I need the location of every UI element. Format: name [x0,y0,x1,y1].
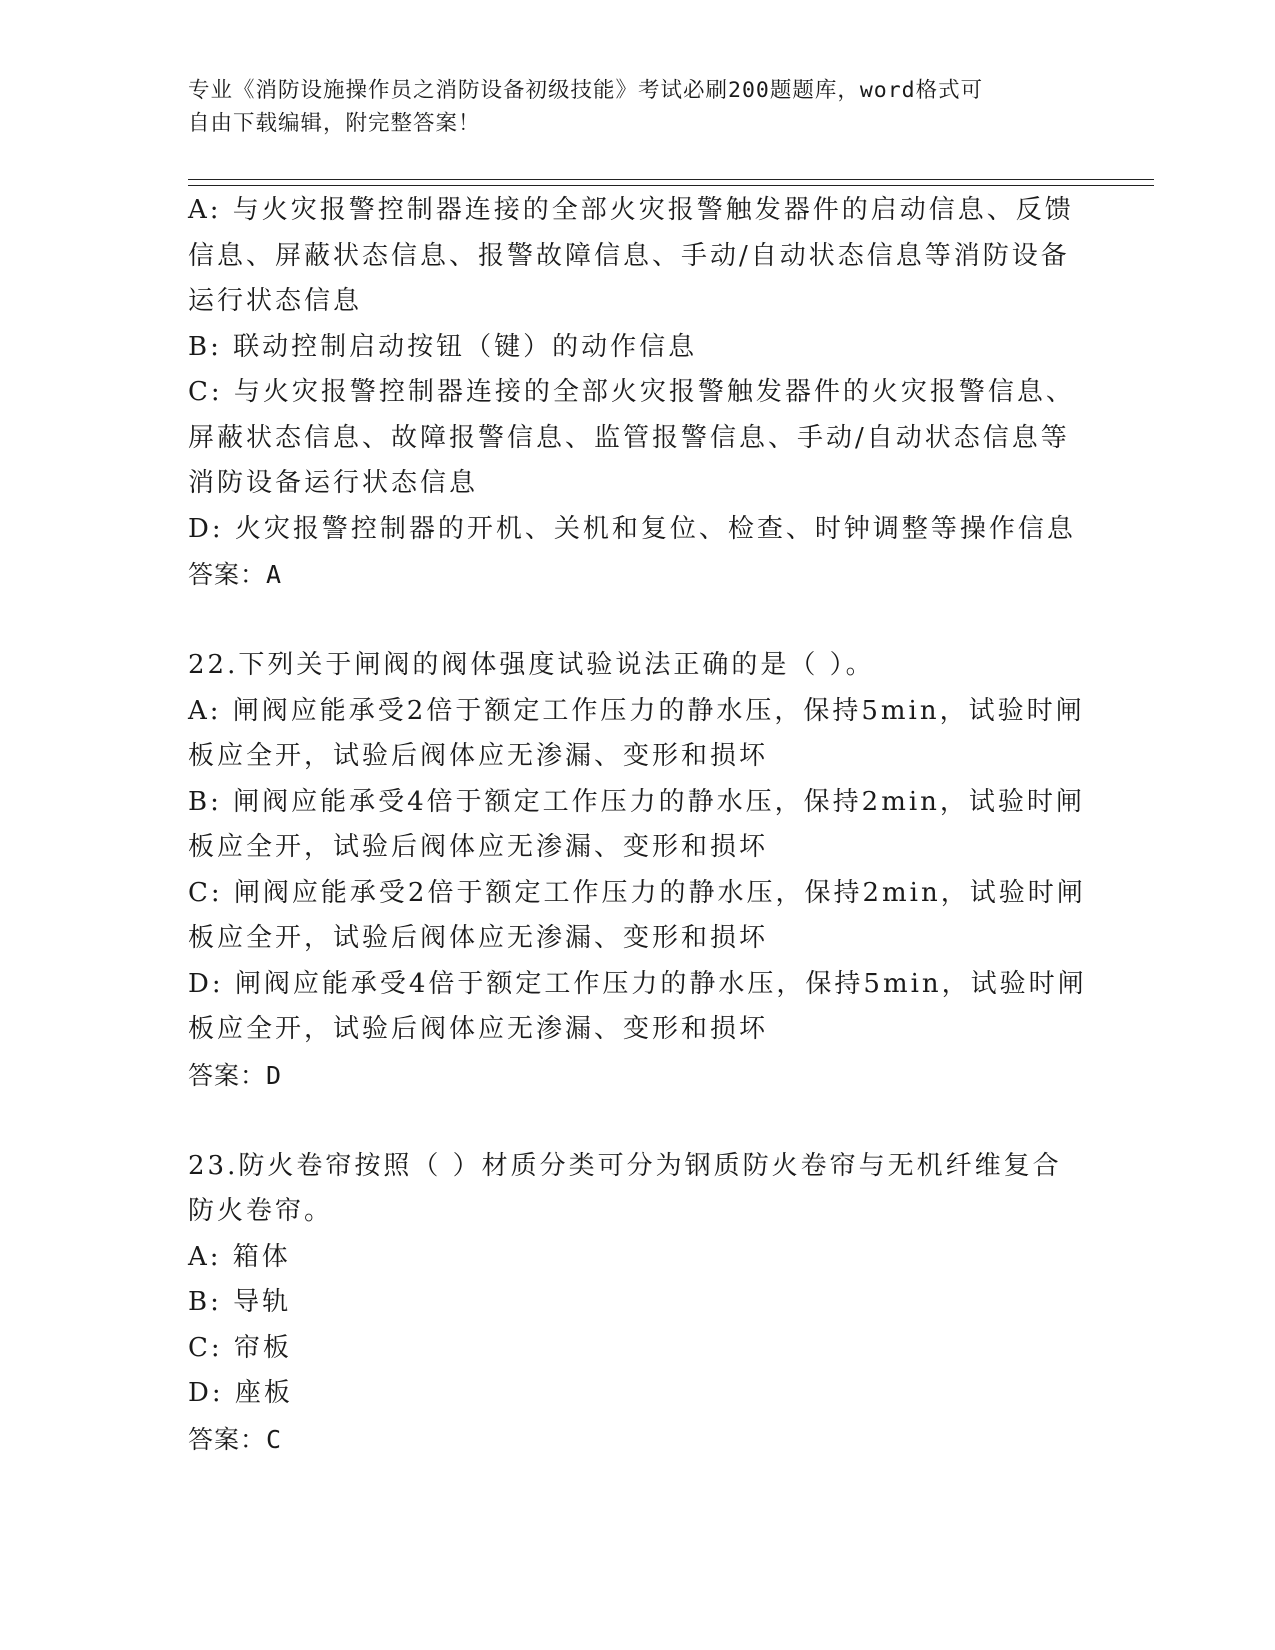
option-d-line: D: 座板 [188,1378,293,1408]
option-c-line: 消防设备运行状态信息 [188,468,479,498]
option-b-line: 板应全开，试验后阀体应无渗漏、变形和损坏 [188,832,769,862]
option-b-line: B: 闸阀应能承受4倍于额定工作压力的静水压，保持2min，试验时闸 [188,786,1085,817]
header-rule-top [188,179,1154,180]
option-b-line: B: 联动控制启动按钮（键）的动作信息 [188,331,698,362]
option-d-line: 板应全开，试验后阀体应无渗漏、变形和损坏 [188,1014,769,1044]
question-22-block [188,643,1088,1098]
option-c-line: C: 闸阀应能承受2倍于额定工作压力的静水压，保持2min，试验时闸 [188,877,1086,908]
option-d-line: D: 闸阀应能承受4倍于额定工作压力的静水压，保持5min，试验时闸 [188,968,1087,999]
question-stem: 22.下列关于闸阀的阀体强度试验说法正确的是（ ）。 [188,650,875,680]
answer-line: 答案：A [188,560,283,589]
option-c-line: 屏蔽状态信息、故障报警信息、监管报警信息、手动/自动状态信息等 [188,422,1070,453]
option-a-line: 运行状态信息 [188,286,363,316]
option-d-line: D: 火灾报警控制器的开机、关机和复位、检查、时钟调整等操作信息 [188,513,1076,544]
option-a-line: A: 闸阀应能承受2倍于额定工作压力的静水压，保持5min，试验时闸 [188,695,1085,726]
option-c-line: C: 与火灾报警控制器连接的全部火灾报警触发器件的火灾报警信息、 [188,377,1075,407]
question-23-block [188,1144,1088,1463]
option-b-line: B: 导轨 [188,1287,292,1317]
header-line-1: 专业《消防设施操作员之消防设备初级技能》考试必刷200题题库，word格式可 [188,78,984,103]
header-line-2: 自由下载编辑，附完整答案！ [188,111,481,136]
document-header [188,74,1068,140]
header-rule-bottom [188,185,1154,186]
option-a-line: 信息、屏蔽状态信息、报警故障信息、手动/自动状态信息等消防设备 [188,240,1070,271]
document-body [188,188,1088,1462]
option-c-line: C: 帘板 [188,1332,292,1363]
question-21-block [188,188,1088,598]
option-c-line: 板应全开，试验后阀体应无渗漏、变形和损坏 [188,923,769,953]
question-stem: 防火卷帘。 [188,1196,334,1226]
spacer [188,598,1088,644]
answer-line: 答案：D [188,1060,283,1090]
option-a-line: 板应全开，试验后阀体应无渗漏、变形和损坏 [188,741,769,771]
option-a-line: A: 与火灾报警控制器连接的全部火灾报警触发器件的启动信息、反馈 [188,195,1074,225]
question-stem: 23.防火卷帘按照（ ）材质分类可分为钢质防火卷帘与无机纤维复合 [188,1150,1062,1181]
answer-line: 答案：C [188,1424,283,1454]
spacer [188,1098,1088,1144]
option-a-line: A: 箱体 [188,1241,291,1272]
